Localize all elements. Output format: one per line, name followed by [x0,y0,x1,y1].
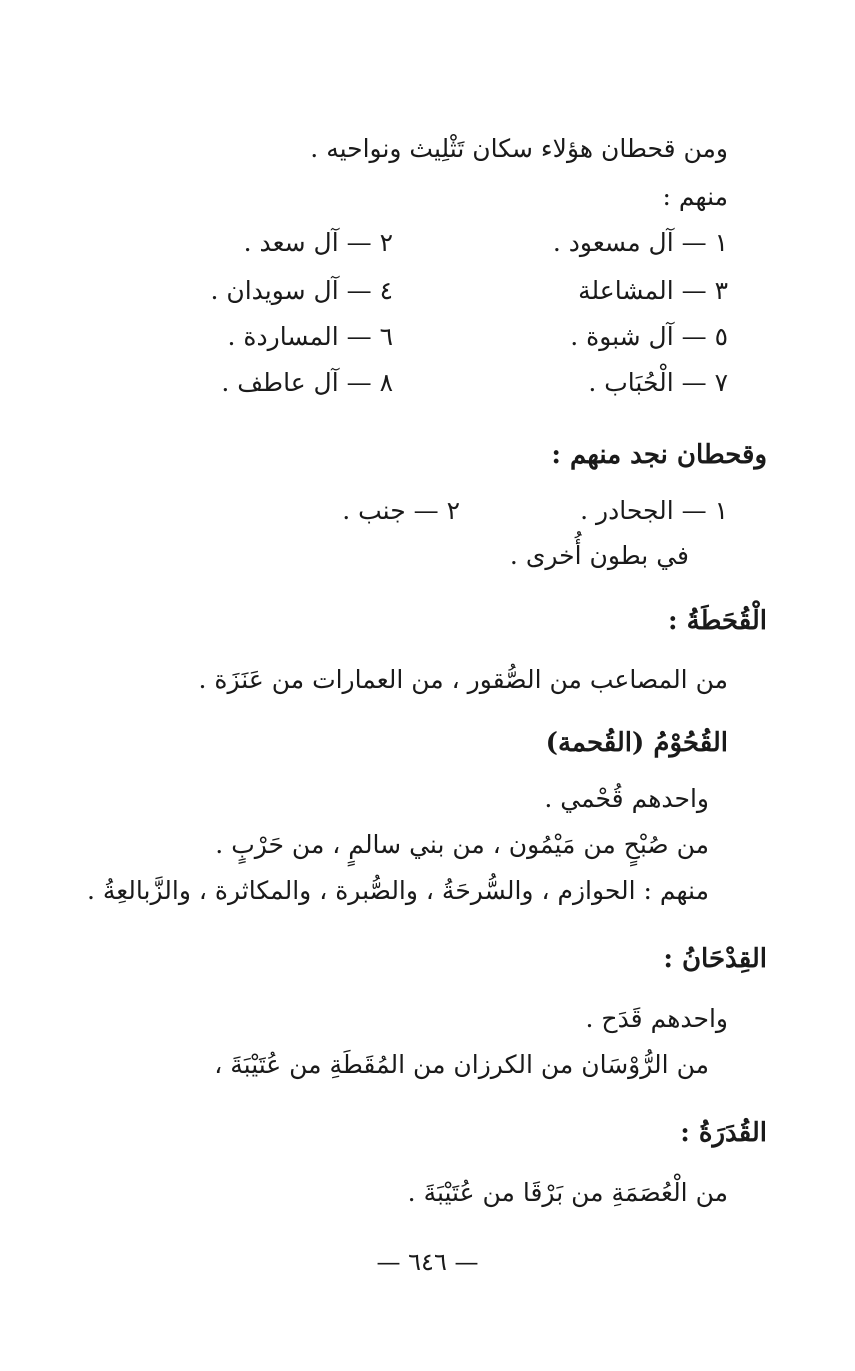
list-item: ٦ — المساردة . [227,322,393,351]
list-item: ٤ — آل سويدان . [210,276,393,305]
list-item: ١ — الجحادر . [580,496,728,525]
list-item: ٥ — آل شبوة . [570,322,728,351]
list-item: ٣ — المشاعلة [578,276,728,305]
list-item: ٨ — آل عاطف . [221,368,393,397]
text-line: من المصاعب من الصُّقور ، من العمارات من عَنَزَة . [198,665,728,694]
text-line: من صُبْحٍ من مَيْمُون ، من بني سالمٍ ، من حَرْبٍ . [215,830,709,859]
page-number: — ٦٤٦ — [376,1248,479,1276]
text-line: واحدهم قُحْمي . [544,784,709,813]
entry-heading: القُدَرَةُ : [680,1118,767,1148]
entry-heading: القُحُوْمُ (القُحمة) [545,728,728,758]
entry-heading: الْقُحَطَةُ : [668,606,767,636]
list-item: ١ — آل مسعود . [552,228,728,257]
text-line: من الْعُصَمَةِ من بَرْقَا من عُتَيْبَةَ . [407,1178,728,1207]
text-line: من الرُّوْسَان من الكرزان من المُقَطَةِ من عُتَيْبَةَ ، [214,1050,709,1079]
list-item: ٢ — جنب . [342,496,460,525]
intro-subheading: منهم : [662,182,728,211]
entry-heading: القِدْحَانُ : [663,944,767,974]
list-item: ٢ — آل سعد . [243,228,393,257]
text-line: واحدهم قَدَح . [585,1004,728,1033]
intro-line: ومن قحطان هؤلاء سكان تَثْلِيث ونواحيه . [310,134,728,163]
text-line: في بطون أُخرى . [509,541,689,570]
text-line: منهم : الحوازم ، والسُّرحَةُ ، والصُّبرة ، والمكاثرة ، والزَّبالعِةُ . [86,876,709,905]
section-heading: وقحطان نجد منهم : [551,440,767,470]
list-item: ٧ — الْحُبَاب . [588,368,728,397]
